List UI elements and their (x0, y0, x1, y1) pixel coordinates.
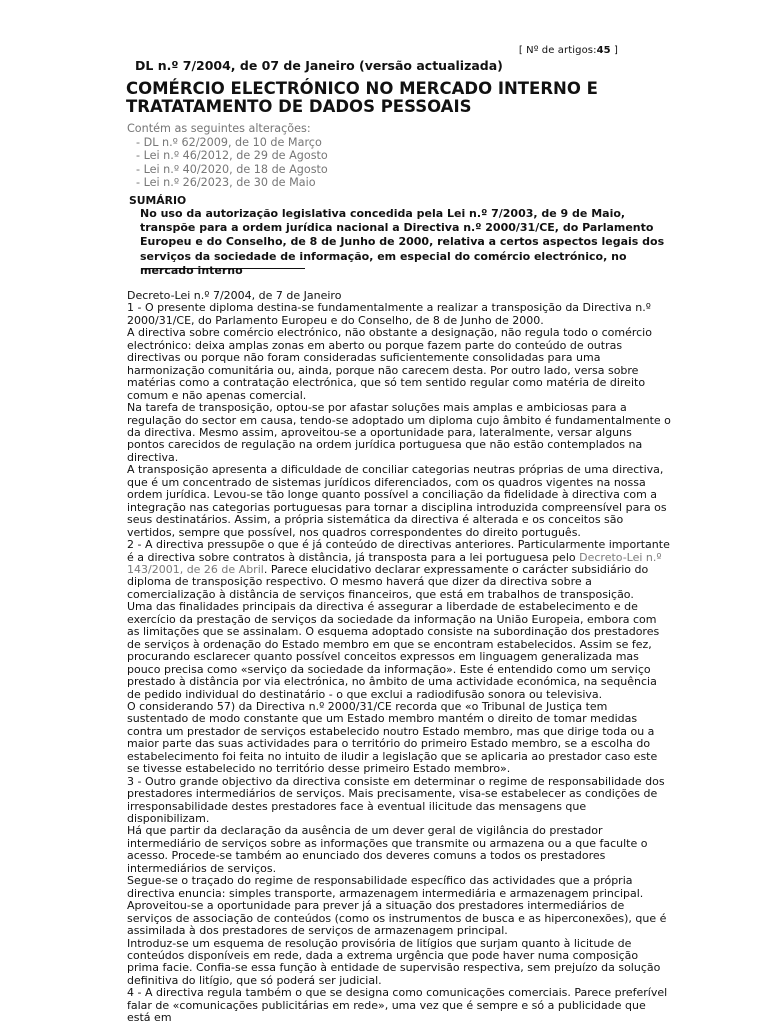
decree-link[interactable]: Decreto-Lei n.º 143/2001, de 26 de Abril (127, 550, 662, 576)
document-title: COMÉRCIO ELECTRÓNICO NO MERCADO INTERNO E TRATATAMENTO DE DADOS PESSOAIS (126, 79, 598, 116)
summary-heading: SUMÁRIO (129, 194, 187, 207)
separator-line (141, 268, 305, 269)
article-count-close: ] (613, 45, 618, 56)
article-count-value: 45 (596, 45, 611, 56)
amendments-intro: Contém as seguintes alterações: (127, 122, 311, 135)
amendments-list (127, 136, 328, 190)
paragraph: O considerando 57) da Directiva n.º 2000/31/CE recorda que «o Tribunal de Justiça tem sustentado de modo constante que um Estado membro mantém o direito de tomar medidas contra um prestador de serviços estabelecido noutro Estado membro, mas que dirige toda ou a maior parte das suas actividades para o território do primeiro Estado membro, se a escolha do estabelecimento foi feita no intuito de iludir a legislação que se aplicaria ao prestador caso este se tivesse estabelecido no território desse primeiro Estado membro». (127, 699, 658, 776)
article-count-label: [ Nº de artigos: (518, 45, 597, 56)
paragraph-text: . Parece elucidativo declarar expressamente o carácter subsidiário do diploma de transposição respectivo. O mesmo haverá que dizer da directiva sobre a comercialização à distância de serviços financeiros, que está em trabalhos de transposição. (127, 562, 649, 601)
paragraph: A directiva sobre comércio electrónico, não obstante a designação, não regula todo o comércio electrónico: deixa amplas zonas em aberto ou porque fazem parte do conteúdo de outras directivas ou porque não foram consideradas suficientemente consolidadas para uma harmonização comunitária ou, ainda, porque não carecem desta. Por outro lado, versa sobre matérias como a contratação electrónica, que só tem sentido regular como matéria de direito comum e não apenas comercial. (127, 326, 652, 402)
amendment-item[interactable]: - Lei n.º 40/2020, de 18 de Agosto (136, 163, 328, 177)
paragraph: 1 - O presente diploma destina-se fundamentalmente a realizar a transposição da Directiva n.º 2000/31/CE, do Parlamento Europeu e do Conselho, de 8 de Junho de 2000. (127, 301, 651, 327)
paragraph: Segue-se o traçado do regime de responsabilidade específico das actividades que a própria directiva enuncia: simples transporte, armazenagem intermediária e armazenagem principal. Aproveitou-se a oportunidade para prever já a situação dos prestadores intermediários de serviços de associação de conteúdos (como os instrumentos de busca e as hiperconexões), que é assimilada à dos prestadores de serviços de armazenagem principal. (127, 874, 667, 938)
paragraph: 3 - Outro grande objectivo da directiva consiste em determinar o regime de responsabilidade dos prestadores intermediários de serviços. Mais precisamente, visa-se estabelecer as condições de irresponsabilidade destes prestadores face à eventual ilicitude das mensagens que disponibilizam. (127, 774, 665, 826)
amendment-item[interactable]: - DL n.º 62/2009, de 10 de Março (136, 136, 328, 150)
decree-reference: Decreto-Lei n.º 7/2004, de 7 de Janeiro (127, 289, 342, 302)
paragraph: Há que partir da declaração da ausência de um dever geral de vigilância do prestador intermediário de serviços sobre as informações que transmite ou armazena ou a que faculte o acesso. Procede-se também ao enunciado dos deveres comuns a todos os prestadores intermediários de serviços. (127, 824, 648, 875)
preamble-body (127, 290, 671, 1025)
decree-title: DL n.º 7/2004, de 07 de Janeiro (versão actualizada) (135, 58, 503, 73)
summary-text: No uso da autorização legislativa concedida pela Lei n.º 7/2003, de 9 de Maio, transpõe para a ordem jurídica nacional a Directiva n.º 2000/31/CE, do Parlamento Europeu e do Conselho, de 8 de Junho de 2000, relativa a certos aspectos legais dos serviços da sociedade de informação, em especial do comércio electrónico, no mercado interno (140, 207, 665, 277)
paragraph: Na tarefa de transposição, optou-se por afastar soluções mais amplas e ambiciosas para a regulação do sector em causa, tendo-se adoptado um diploma cujo âmbito é fundamentalmente o da directiva. Mesmo assim, aproveitou-se a oportunidade para, lateralmente, versar alguns pontos carecidos de regulação na ordem jurídica portuguesa que não estão contemplados na directiva. (127, 401, 671, 464)
paragraph: 4 - A directiva regula também o que se designa como comunicações comerciais. Parece preferível falar de «comunicações publicitárias em rede», uma vez que é sempre e só a publicidade que está em (127, 986, 668, 1025)
paragraph: Uma das finalidades principais da directiva é assegurar a liberdade de estabelecimento e de exercício da prestação de serviços da sociedade da informação na União Europeia, embora com as limitações que se assinalam. O esquema adoptado consiste na subordinação dos prestadores de serviços à ordenação do Estado membro em que se encontram estabelecidos. Assim se fez, procurando esclarecer quanto possível conceitos expressos em linguagem generalizada mas pouco precisa como «serviço da sociedade da informação». Este é entendido como um serviço prestado à distância por via electrónica, no âmbito de uma actividade económica, na sequência de pedido individual do destinatário - o que exclui a radiodifusão sonora ou televisiva. (127, 600, 660, 701)
amendment-item[interactable]: - Lei n.º 46/2012, de 29 de Agosto (136, 149, 328, 163)
paragraph (127, 539, 671, 601)
paragraph-text: 2 - A directiva pressupõe o que é já conteúdo de directivas anteriores. Particularmente importante é a directiva sobre contratos à distância, já transposta para a lei portuguesa pelo (127, 538, 670, 564)
paragraph: A transposição apresenta a dificuldade de conciliar categorias neutras próprias de uma directiva, que é um concentrado de sistemas jurídicos diferenciados, com os quadros vigentes na nossa ordem jurídica. Levou-se tão longe quanto possível a conciliação da fidelidade à directiva com a integração nas categorias portuguesas para tornar a disciplina introduzida compreensível para os seus destinatários. Assim, a própria sistemática da directiva é alterada e os conceitos são vertidos, sempre que possível, nos quadros correspondentes do direito português. (127, 463, 667, 539)
amendments-block (127, 122, 328, 190)
paragraph: Introduz-se um esquema de resolução provisória de litígios que surjam quanto à licitude de conteúdos disponíveis em rede, dada a extrema urgência que pode haver numa composição prima facie. Confia-se essa função à entidade de supervisão respectiva, sem prejuízo da solução definitiva do litígio, que só poderá ser judicial. (127, 936, 661, 987)
amendment-item[interactable]: - Lei n.º 26/2023, de 30 de Maio (136, 176, 328, 190)
article-count (519, 45, 618, 56)
